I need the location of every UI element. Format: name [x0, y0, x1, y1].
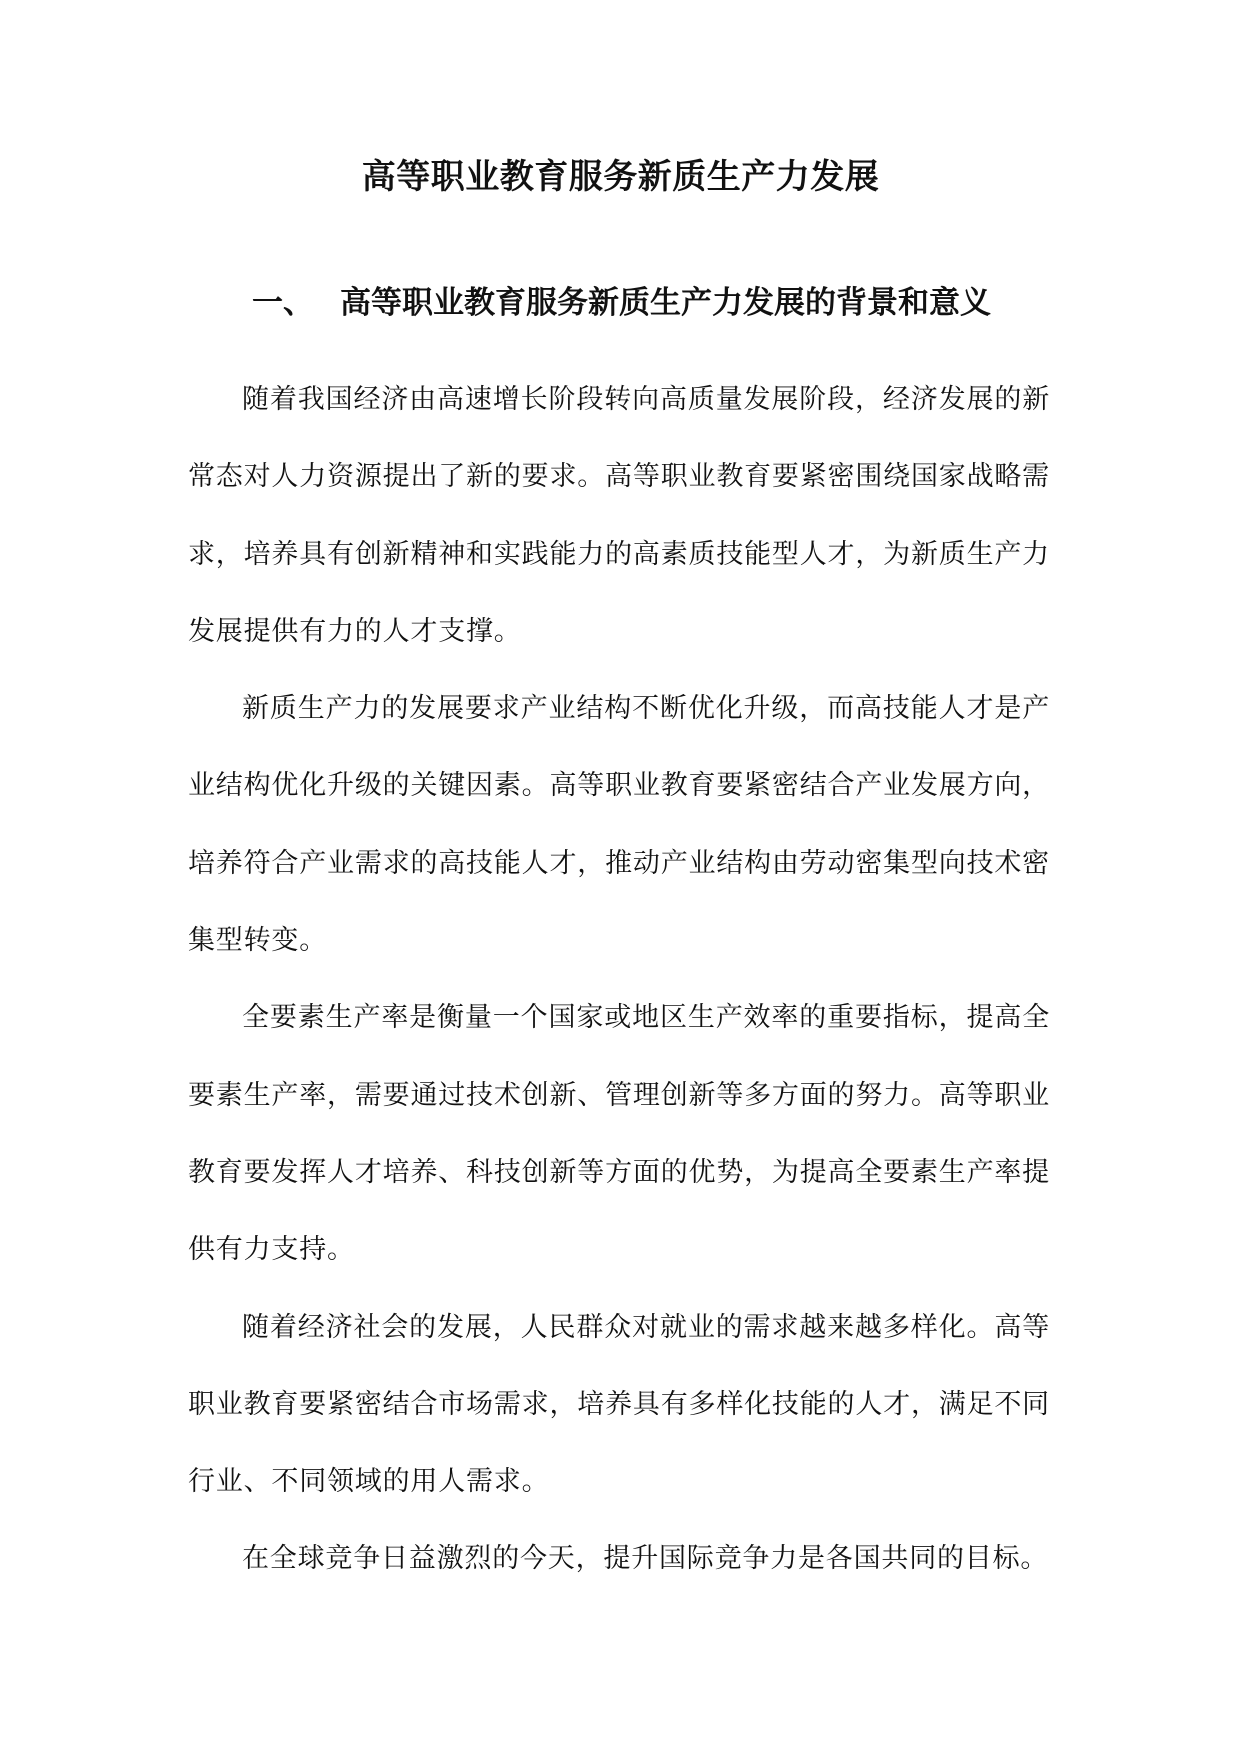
paragraph: 全要素生产率是衡量一个国家或地区生产效率的重要指标，提高全要素生产率，需要通过技术创新、管理创新等多方面的努力。高等职业教育要发挥人才培养、科技创新等方面的优势，为提高全要素生产率提供有力支持。 — [188, 1002, 1050, 1266]
paragraph: 在全球竞争日益激烈的今天，提升国际竞争力是各国共同的目标。 — [242, 1543, 1049, 1575]
paragraph: 新质生产力的发展要求产业结构不断优化升级，而高技能人才是产业结构优化升级的关键因素。高等职业教育要紧密结合产业发展方向，培养符合产业需求的高技能人才，推动产业结构由劳动密集型向技术密集型转变。 — [188, 693, 1050, 957]
paragraph: 随着我国经济由高速增长阶段转向高质量发展阶段，经济发展的新常态对人力资源提出了新的要求。高等职业教育要紧密围绕国家战略需求，培养具有创新精神和实践能力的高素质技能型人才，为新质生产力发展提供有力的人才支撑。 — [188, 384, 1050, 647]
paragraph: 随着经济社会的发展，人民群众对就业的需求越来越多样化。高等职业教育要紧密结合市场需求，培养具有多样化技能的人才，满足不同行业、不同领域的用人需求。 — [188, 1311, 1050, 1498]
section-number: 一、 — [252, 285, 314, 321]
document-body — [188, 361, 1050, 1598]
section-heading-text: 高等职业教育服务新质生产力发展的背景和意义 — [340, 285, 991, 321]
section-heading — [252, 278, 1072, 328]
document-title: 高等职业教育服务新质生产力发展 — [361, 157, 880, 197]
